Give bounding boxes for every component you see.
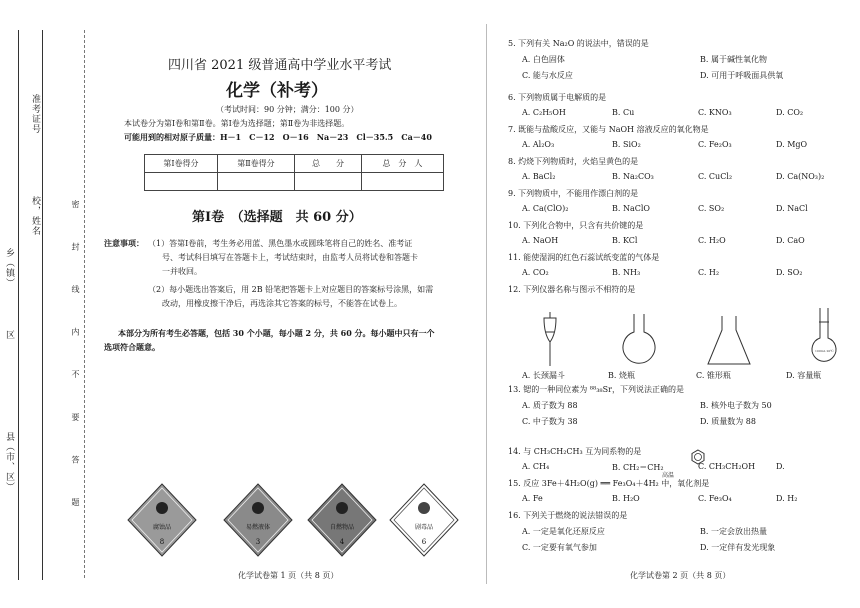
note-line: （1）答第Ⅰ卷前，考生务必用蓝、黑色墨水或圆珠笔将自己的姓名、准考证 <box>148 239 413 248</box>
answer-option: C. CuCl₂ <box>698 172 733 181</box>
answer-option: B. NaClO <box>612 204 650 213</box>
benzene-icon <box>690 449 706 465</box>
answer-option: D. <box>776 462 785 471</box>
hazard-label: 自燃物品 <box>329 524 355 531</box>
answer-option: A. CH₄ <box>522 462 550 471</box>
answer-option: C. H₂ <box>698 268 720 277</box>
structure-note: 本试卷分为第Ⅰ卷和第Ⅱ卷。第Ⅰ卷为选择题；第Ⅱ卷为非选择题。 <box>124 119 350 128</box>
answer-option: D. H₂ <box>776 494 798 503</box>
score-header: 总 分 人 <box>361 155 443 173</box>
answer-option: C. Fe₃O₄ <box>698 494 732 503</box>
answer-option: B. Cu <box>612 108 635 117</box>
note-line: （2）每小题选出答案后，用 2B 铅笔把答题卡上对应题目的答案标号涂黑，如需 <box>148 285 434 294</box>
answer-option: D. MgO <box>776 140 808 149</box>
school-name-label: 校，姓名 <box>30 196 40 236</box>
answer-option: C. 锥形瓶 <box>696 371 731 380</box>
answer-option: A. BaCl₂ <box>522 172 556 181</box>
score-header: 总 分 <box>295 155 362 173</box>
question-stem: 12. 下列仪器名称与图示不相符的是 <box>508 285 636 294</box>
hazard-signs <box>118 482 468 560</box>
part1-title: 第Ⅰ卷 （选择题 共 60 分） <box>192 210 362 225</box>
answer-option: A. Fe <box>522 494 543 503</box>
answer-option: B. KCl <box>612 236 638 245</box>
county-label: 县（市、区） <box>4 432 14 492</box>
answer-option: C. KNO₃ <box>698 108 732 117</box>
flame-icon <box>252 502 264 514</box>
answer-option: B. CH₂＝CH₂ <box>612 463 664 472</box>
answer-option: B. 烧瓶 <box>608 371 635 380</box>
answer-option: B. 核外电子数为 50 <box>700 401 772 410</box>
question-stem: 8. 灼烧下列物质时，火焰呈黄色的是 <box>508 157 639 166</box>
right-column <box>500 0 852 608</box>
answer-option: C. SO₂ <box>698 204 725 213</box>
answer-option: B. SiO₂ <box>612 140 641 149</box>
answer-option: C. CH₃CH₂OH <box>698 462 756 471</box>
answer-option: D. NaCl <box>776 204 808 213</box>
answer-option: C. H₂O <box>698 236 726 245</box>
answer-option: D. SO₂ <box>776 268 803 277</box>
corrosive-icon <box>156 502 168 514</box>
binding-line <box>42 30 43 580</box>
note-line: 一并收回。 <box>162 267 202 276</box>
q15-condition: 高温 <box>662 472 675 479</box>
instruction-line: 选项符合题意。 <box>104 342 160 352</box>
score-header: 第Ⅰ卷得分 <box>145 155 218 173</box>
answer-option: B. 一定会放出热量 <box>700 527 767 536</box>
question-stem: 7. 既能与盐酸反应，又能与 NaOH 溶液反应的氧化物是 <box>508 125 709 134</box>
note-line: 号、考试科目填写在答题卡上，考试结束时，由监考人员将试卷和答题卡 <box>162 253 418 262</box>
score-cell[interactable] <box>145 173 218 191</box>
exam-number-label: 准考证号 <box>30 94 40 134</box>
exam-title: 四川省 2021 级普通高中学业水平考试 <box>168 58 392 73</box>
subject-title: 化学（补考） <box>226 81 328 101</box>
answer-option: A. 一定是氧化还原反应 <box>522 527 605 536</box>
answer-option: C. 能与水反应 <box>522 71 573 80</box>
answer-option: D. 质量数为 88 <box>700 417 756 426</box>
answer-option: B. Na₂CO₃ <box>612 172 654 181</box>
answer-option: B. NH₃ <box>612 268 641 277</box>
hazard-sign <box>390 484 458 556</box>
answer-option: C. 一定要有氧气参加 <box>522 543 597 552</box>
answer-option: A. CO₂ <box>522 268 549 277</box>
volumetric-flask-icon <box>812 308 836 361</box>
question-stem: 14. 与 CH₃CH₂CH₃ 互为同系物的是 <box>508 447 642 456</box>
binding-strip <box>0 0 96 608</box>
score-cell[interactable] <box>295 173 362 191</box>
page-footer-left: 化学试卷第 1 页（共 8 页） <box>238 571 339 580</box>
answer-option: A. C₂H₅OH <box>522 108 566 117</box>
answer-option: A. Al₂O₃ <box>522 140 555 149</box>
answer-option: B. 属于碱性氧化物 <box>700 55 767 64</box>
score-cell[interactable] <box>361 173 443 191</box>
question-stem: 13. 锶的一种同位素为 ⁸⁸₃₈Sr，下列说法正确的是 <box>508 385 684 394</box>
time-note: （考试时间：90 分钟；满分：100 分） <box>216 105 359 114</box>
hazard-label: 剧毒品 <box>414 524 434 531</box>
question-stem: 16. 下列关于燃烧的说法错误的是 <box>508 511 628 520</box>
atomic-masses: 可能用到的相对原子质量：H－1 C－12 O－16 Na－23 Cl－35.5 Ca－40 <box>124 132 432 142</box>
question-stem: 11. 能使湿润的红色石蕊试纸变蓝的气体是 <box>508 253 660 262</box>
hazard-label: 易燃液体 <box>245 524 271 531</box>
answer-option: D. CO₂ <box>776 108 804 117</box>
answer-option: A. NaOH <box>522 236 559 245</box>
flame-icon <box>336 502 348 514</box>
score-cell[interactable] <box>217 173 294 191</box>
skull-icon <box>418 502 430 514</box>
note-line: 改动，用橡皮擦干净后，再选涂其它答案的标号，不能答在试卷上。 <box>162 299 402 308</box>
left-column <box>104 0 474 608</box>
seal-line-text: 密 封 线 内 不 要 答 题 <box>71 200 80 522</box>
answer-option: A. 长颈漏斗 <box>522 371 565 380</box>
answer-option: D. 容量瓶 <box>786 371 822 380</box>
hazard-label: 腐蚀品 <box>152 524 172 531</box>
answer-option: D. 一定伴有发光现象 <box>700 543 776 552</box>
instruction-line: 本部分为所有考生必答题，包括 30 个小题，每小题 2 分，共 60 分。每小题中只有一个 <box>118 328 435 338</box>
score-header: 第Ⅱ卷得分 <box>217 155 294 173</box>
question-stem: 15. 反应 3Fe＋4H₂O(g) ══ Fe₃O₄＋4H₂ 中，氧化剂是 <box>508 479 710 488</box>
answer-option: A. 白色固体 <box>522 55 565 64</box>
district-label: 区 <box>4 330 14 340</box>
hazard-number: 3 <box>255 538 261 546</box>
question-stem: 5. 下列有关 Na₂O 的说法中，错误的是 <box>508 39 649 48</box>
hazard-sign <box>308 484 376 556</box>
town-label: 乡（镇） <box>4 248 14 288</box>
answer-option: A. 质子数为 88 <box>522 401 578 410</box>
hazard-number: 8 <box>159 538 165 546</box>
answer-option: B. H₂O <box>612 494 640 503</box>
column-divider <box>486 24 487 584</box>
volumetric-flask-mark: 100mL 20℃ <box>815 349 834 353</box>
hazard-sign <box>128 484 196 556</box>
answer-option: C. 中子数为 38 <box>522 417 578 426</box>
hazard-sign <box>224 484 292 556</box>
answer-option: C. Fe₂O₃ <box>698 140 732 149</box>
page-footer-right: 化学试卷第 2 页（共 8 页） <box>630 571 731 580</box>
seal-dash-line <box>84 30 85 578</box>
question-stem: 6. 下列物质属于电解质的是 <box>508 93 607 102</box>
answer-option: A. Ca(ClO)₂ <box>522 204 569 213</box>
question-stem: 9. 下列物质中，不能用作漂白剂的是 <box>508 189 639 198</box>
score-table <box>144 154 444 191</box>
answer-option: D. Ca(NO₃)₂ <box>776 172 825 181</box>
hazard-number: 6 <box>421 538 427 546</box>
answer-option: D. CaO <box>776 236 805 245</box>
binding-line <box>18 30 19 580</box>
question-stem: 10. 下列化合物中，只含有共价键的是 <box>508 221 644 230</box>
conical-flask-icon <box>708 316 750 364</box>
notes-label: 注意事项： <box>104 238 144 248</box>
hazard-number: 4 <box>339 538 345 546</box>
round-flask-icon <box>623 314 655 363</box>
answer-option: D. 可用于呼吸面具供氧 <box>700 71 784 80</box>
long-neck-funnel-icon <box>544 312 556 366</box>
apparatus-figures <box>530 308 850 368</box>
